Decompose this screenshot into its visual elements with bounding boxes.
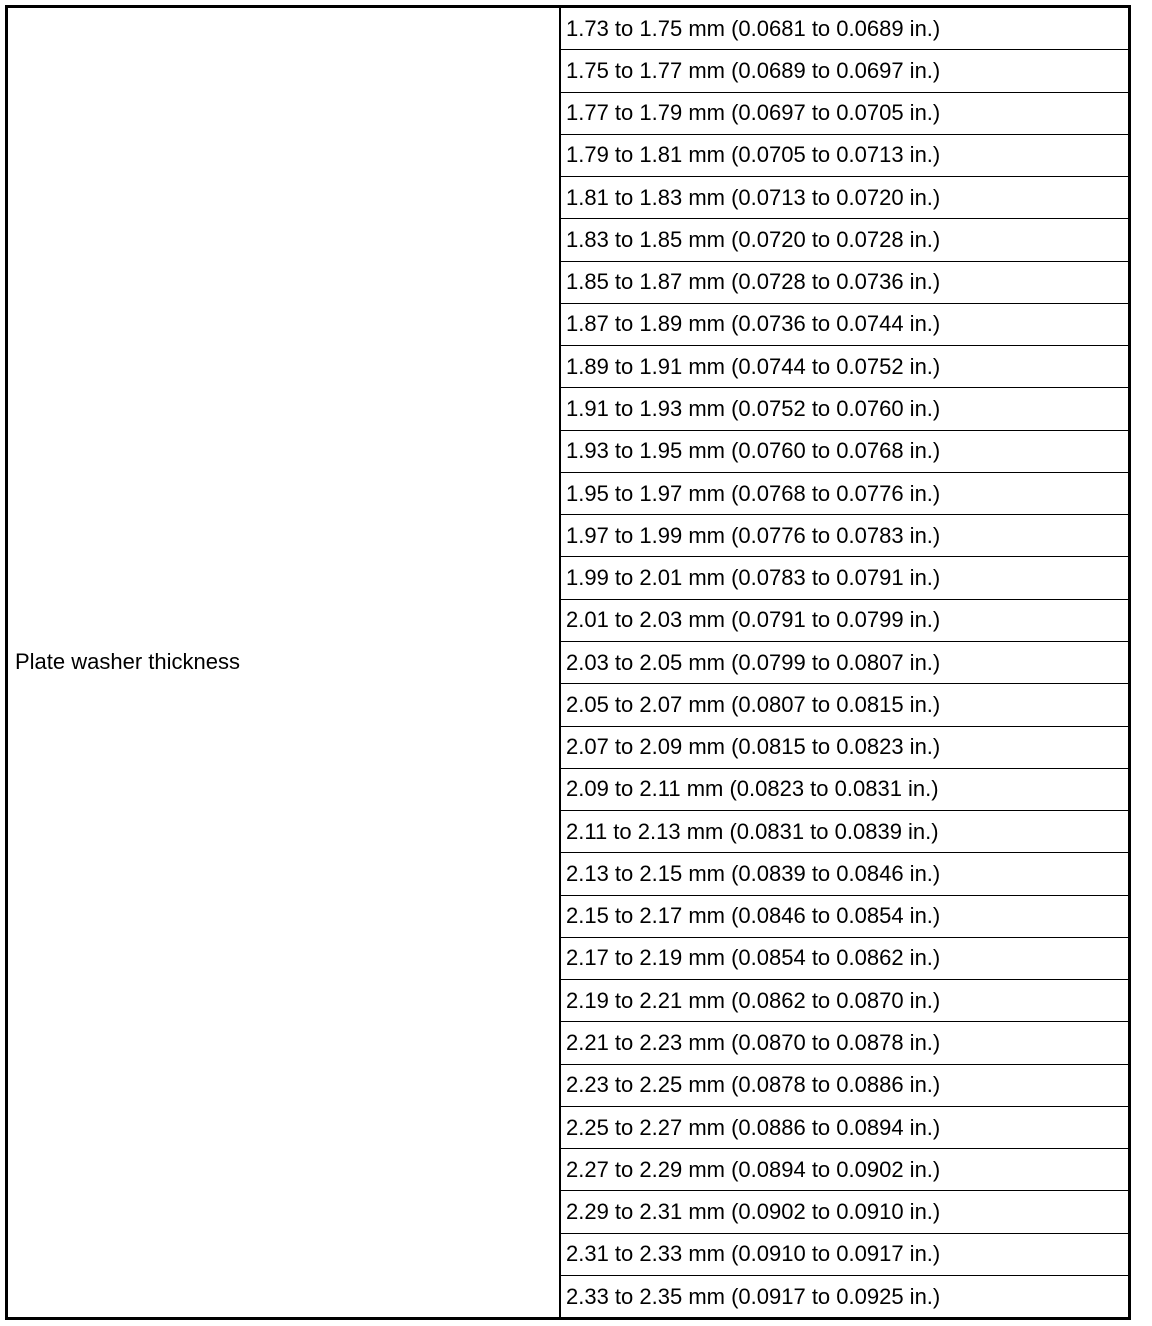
thickness-range-value: 2.19 to 2.21 mm (0.0862 to 0.0870 in.): [566, 987, 941, 1013]
table-row: [561, 684, 1128, 726]
table-row: [561, 811, 1128, 853]
thickness-range-value: 1.79 to 1.81 mm (0.0705 to 0.0713 in.): [566, 142, 941, 168]
spec-label-cell: [8, 8, 561, 1317]
table-row: [561, 8, 1128, 50]
table-row: [561, 1022, 1128, 1064]
thickness-range-value: 1.99 to 2.01 mm (0.0783 to 0.0791 in.): [566, 565, 941, 591]
thickness-range-value: 2.07 to 2.09 mm (0.0815 to 0.0823 in.): [566, 734, 941, 760]
table-row: [561, 388, 1128, 430]
thickness-range-value: 1.93 to 1.95 mm (0.0760 to 0.0768 in.): [566, 438, 941, 464]
table-row: [561, 135, 1128, 177]
thickness-range-value: 1.81 to 1.83 mm (0.0713 to 0.0720 in.): [566, 184, 941, 210]
table-row: [561, 515, 1128, 557]
table-row: [561, 769, 1128, 811]
table-row: [561, 304, 1128, 346]
thickness-range-value: 2.15 to 2.17 mm (0.0846 to 0.0854 in.): [566, 903, 941, 929]
table-row: [561, 896, 1128, 938]
table-row: [561, 1107, 1128, 1149]
table-row: [561, 727, 1128, 769]
thickness-range-value: 1.87 to 1.89 mm (0.0736 to 0.0744 in.): [566, 311, 941, 337]
spec-label: Plate washer thickness: [15, 648, 240, 674]
thickness-range-value: 1.91 to 1.93 mm (0.0752 to 0.0760 in.): [566, 396, 941, 422]
thickness-range-value: 2.11 to 2.13 mm (0.0831 to 0.0839 in.): [566, 818, 939, 844]
table-row: [561, 600, 1128, 642]
thickness-range-value: 2.05 to 2.07 mm (0.0807 to 0.0815 in.): [566, 691, 941, 717]
thickness-range-value: 1.83 to 1.85 mm (0.0720 to 0.0728 in.): [566, 226, 941, 252]
thickness-range-value: 1.77 to 1.79 mm (0.0697 to 0.0705 in.): [566, 100, 941, 126]
table-row: [561, 93, 1128, 135]
thickness-range-value: 2.31 to 2.33 mm (0.0910 to 0.0917 in.): [566, 1241, 941, 1267]
table-row: [561, 1191, 1128, 1233]
thickness-range-value: 2.25 to 2.27 mm (0.0886 to 0.0894 in.): [566, 1114, 941, 1140]
thickness-range-value: 2.21 to 2.23 mm (0.0870 to 0.0878 in.): [566, 1030, 941, 1055]
table-row: [561, 219, 1128, 261]
table-row: [561, 1065, 1128, 1107]
table-row: [561, 980, 1128, 1022]
table-row: [561, 1276, 1128, 1317]
thickness-range-value: 1.75 to 1.77 mm (0.0689 to 0.0697 in.): [566, 57, 941, 83]
thickness-range-value: 2.03 to 2.05 mm (0.0799 to 0.0807 in.): [566, 649, 941, 675]
table-row: [561, 1234, 1128, 1276]
table-row: [561, 473, 1128, 515]
plate-washer-spec-table: [5, 5, 1131, 1320]
table-row: [561, 262, 1128, 304]
table-row: [561, 50, 1128, 92]
table-row: [561, 853, 1128, 895]
thickness-range-value: 2.27 to 2.29 mm (0.0894 to 0.0902 in.): [566, 1156, 941, 1182]
thickness-range-value: 2.01 to 2.03 mm (0.0791 to 0.0799 in.): [566, 607, 941, 633]
thickness-range-value: 2.13 to 2.15 mm (0.0839 to 0.0846 in.): [566, 860, 941, 886]
thickness-range-value: 1.73 to 1.75 mm (0.0681 to 0.0689 in.): [566, 15, 941, 41]
thickness-range-value: 2.23 to 2.25 mm (0.0878 to 0.0886 in.): [566, 1072, 941, 1098]
table-row: [561, 1149, 1128, 1191]
thickness-range-value: 1.85 to 1.87 mm (0.0728 to 0.0736 in.): [566, 269, 941, 295]
table-row: [561, 346, 1128, 388]
thickness-range-value: 2.33 to 2.35 mm (0.0917 to 0.0925 in.): [566, 1283, 941, 1309]
table-row: [561, 431, 1128, 473]
table-row: [561, 938, 1128, 980]
table-row: [561, 177, 1128, 219]
thickness-range-value: 1.89 to 1.91 mm (0.0744 to 0.0752 in.): [566, 353, 941, 379]
table-row: [561, 642, 1128, 684]
table-row: [561, 557, 1128, 599]
thickness-range-value: 2.09 to 2.11 mm (0.0823 to 0.0831 in.): [566, 776, 939, 802]
spec-values-column: [561, 8, 1128, 1317]
thickness-range-value: 1.95 to 1.97 mm (0.0768 to 0.0776 in.): [566, 480, 941, 506]
thickness-range-value: 1.97 to 1.99 mm (0.0776 to 0.0783 in.): [566, 522, 941, 548]
thickness-range-value: 2.29 to 2.31 mm (0.0902 to 0.0910 in.): [566, 1199, 941, 1225]
thickness-range-value: 2.17 to 2.19 mm (0.0854 to 0.0862 in.): [566, 945, 941, 971]
